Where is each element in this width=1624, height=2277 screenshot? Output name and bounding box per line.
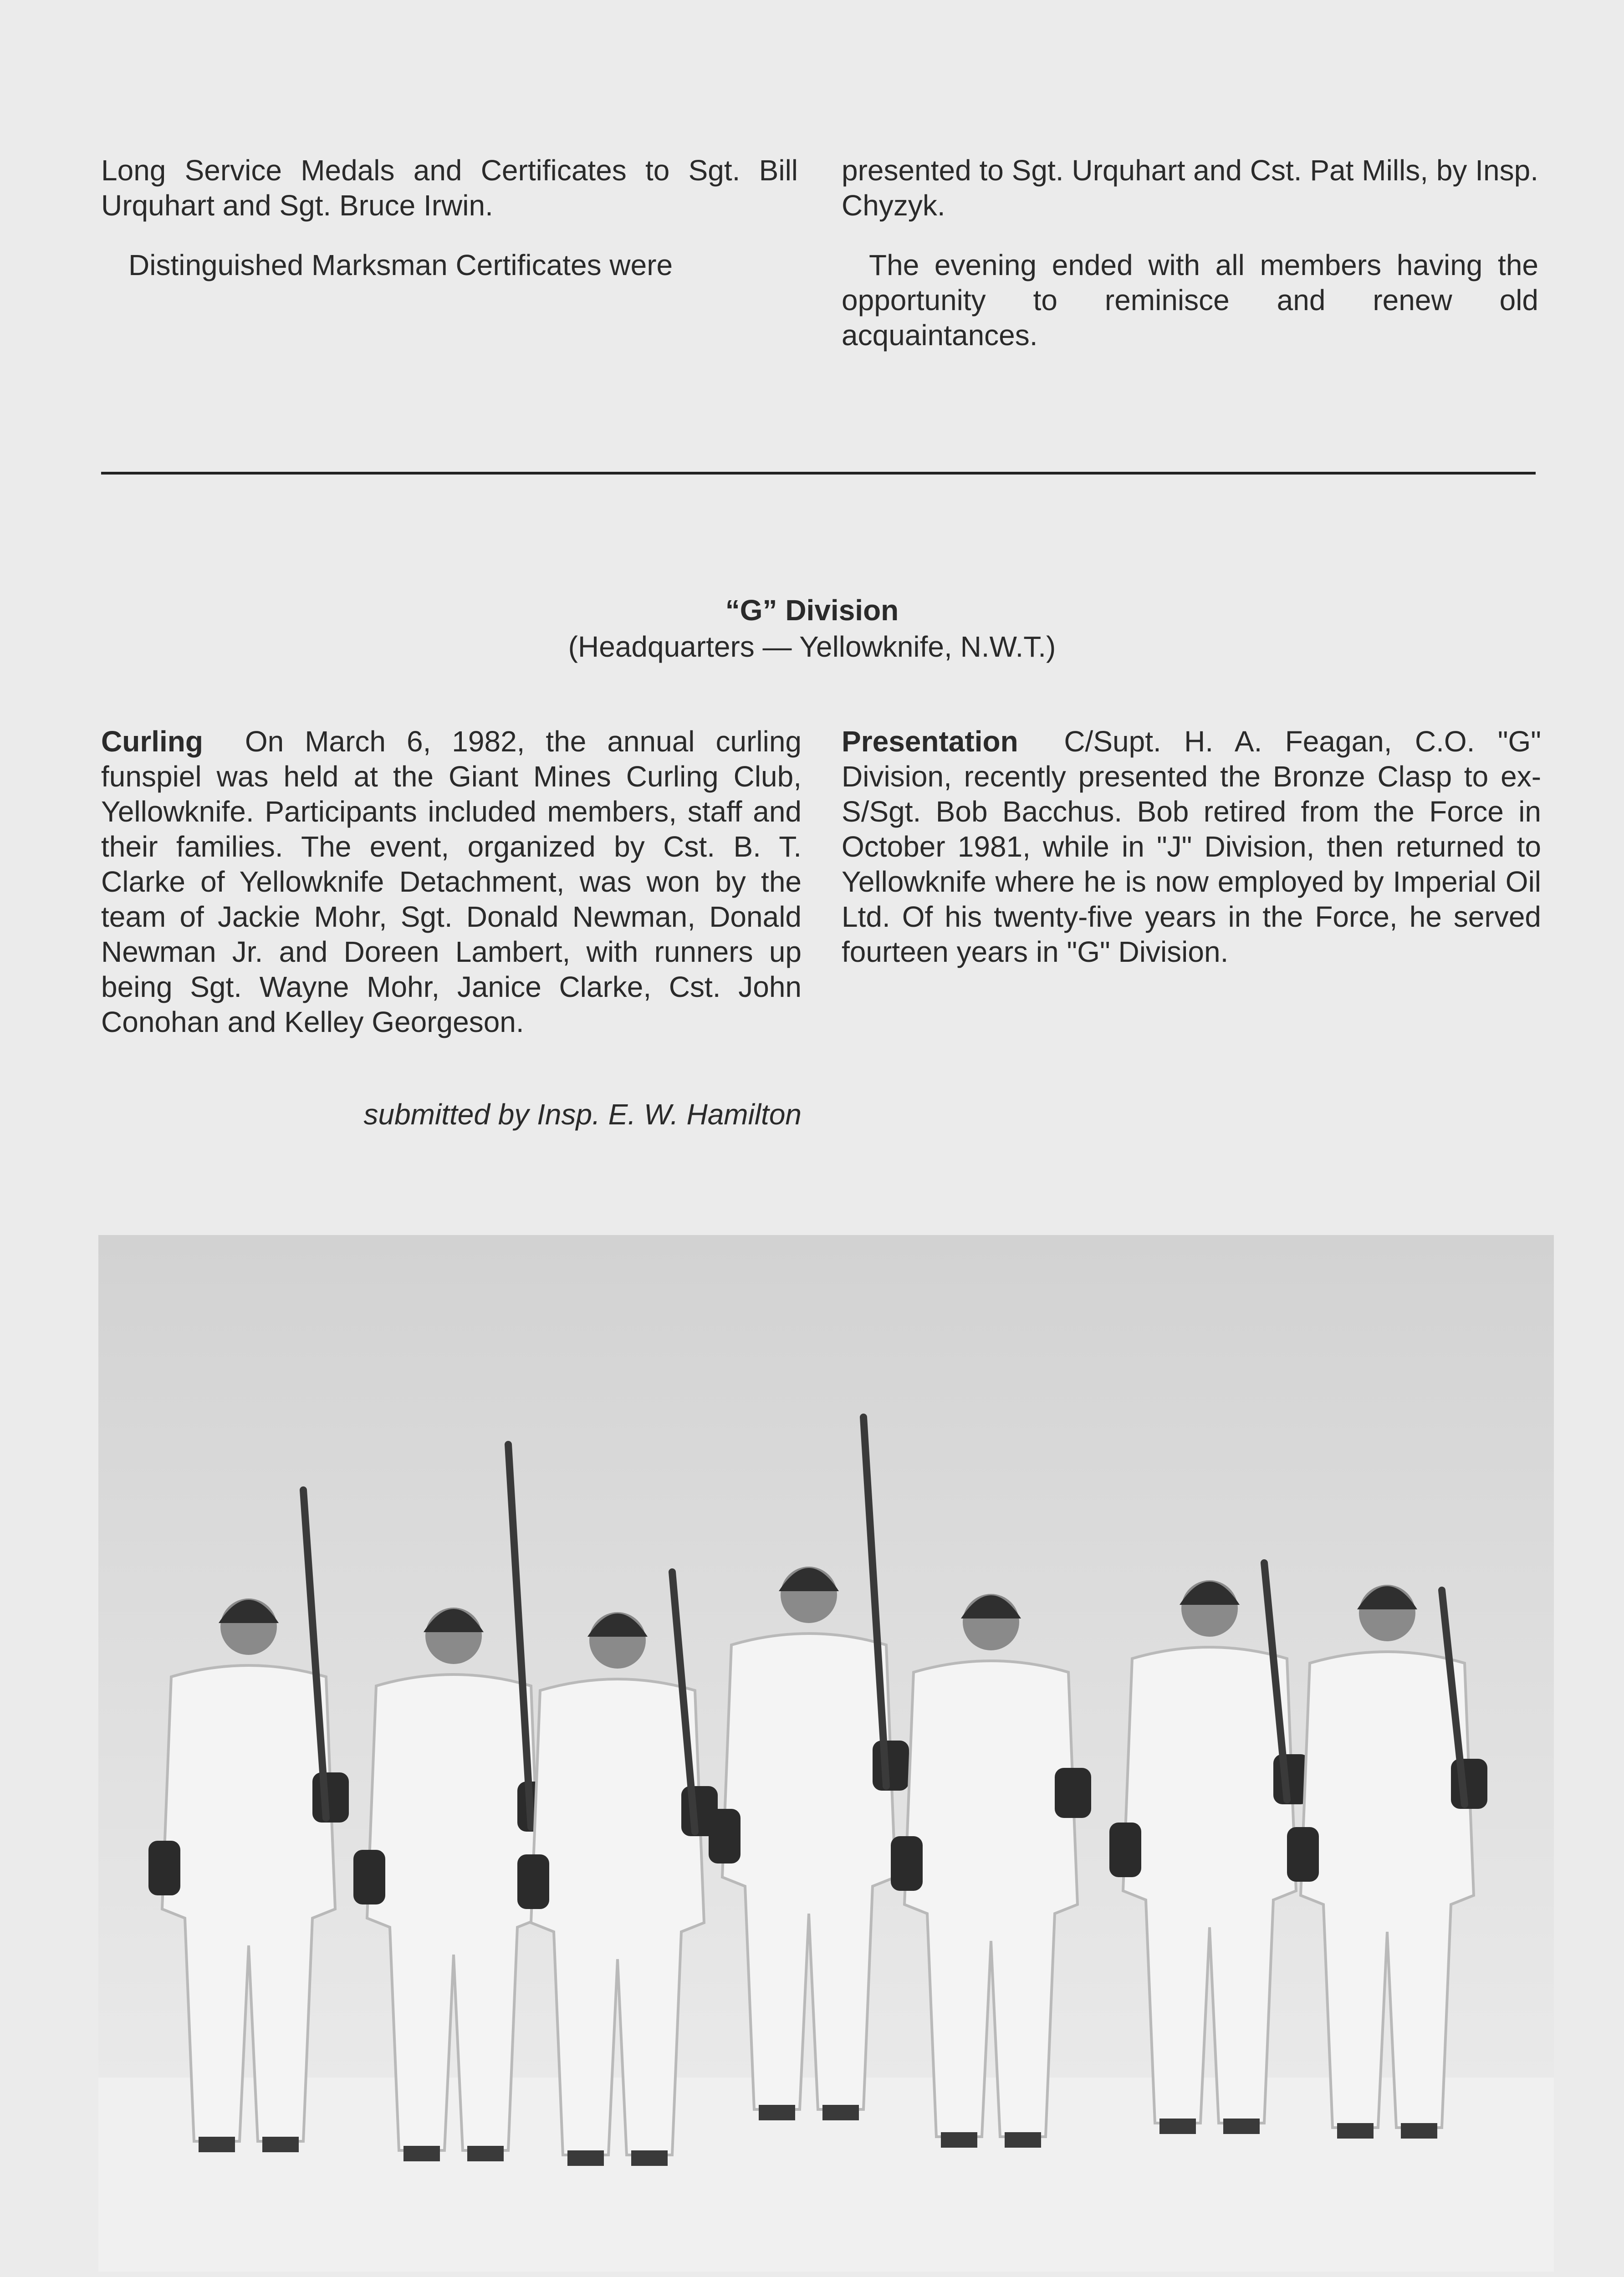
presentation-text: C/Supt. H. A. Feagan, C.O. "G" Division, recently presented the Bronze Clasp to ex-S/Sgt. Bob Bacchus. Bob retired from the Force in October 1981, while in "J" Division, then returned to Yellowknife where he is now employed by Imperial Oil Ltd. Of his twenty-five years in the Force, he served fourteen years in "G" Division. — [842, 725, 1542, 968]
section-divider — [101, 472, 1536, 475]
paragraph: The evening ended with all members having the opportunity to reminisce and renew old acquaintances. — [842, 249, 1538, 352]
presentation-article — [842, 724, 1541, 994]
paragraph: Distinguished Marksman Certificates were — [128, 249, 673, 281]
paragraph: Long Service Medals and Certificates to Sgt. Bill Urquhart and Sgt. Bruce Irwin. — [101, 154, 798, 222]
curling-text: On March 6, 1982, the annual curling funspiel was held at the Giant Mines Curling Club, Yellowknife. Participants included members, staff and their families. The event, organized by Cst. B. T. Clarke of Yellowknife Detachment, was won by the team of Jackie Mohr, Sgt. Donald Newman, Donald Newman Jr. and Doreen Lambert, with runners up being Sgt. Wayne Mohr, Janice Clarke, Cst. John Conohan and Kelley Georgeson. — [101, 725, 802, 1038]
curling-signature: submitted by Insp. E. W. Hamilton — [363, 1098, 802, 1131]
paragraph: presented to Sgt. Urquhart and Cst. Pat Mills, by Insp. Chyzyk. — [842, 154, 1538, 222]
presentation-runin: Presentation — [842, 725, 1018, 758]
top-right-column — [842, 153, 1538, 378]
division-title: “G” Division — [725, 594, 899, 627]
team-photograph — [98, 1235, 1554, 2272]
division-subtitle: (Headquarters — Yellowknife, N.W.T.) — [568, 630, 1056, 663]
top-left-column — [101, 153, 798, 307]
curling-runin: Curling — [101, 725, 203, 758]
division-heading — [0, 592, 1624, 665]
curling-article — [101, 724, 802, 1064]
